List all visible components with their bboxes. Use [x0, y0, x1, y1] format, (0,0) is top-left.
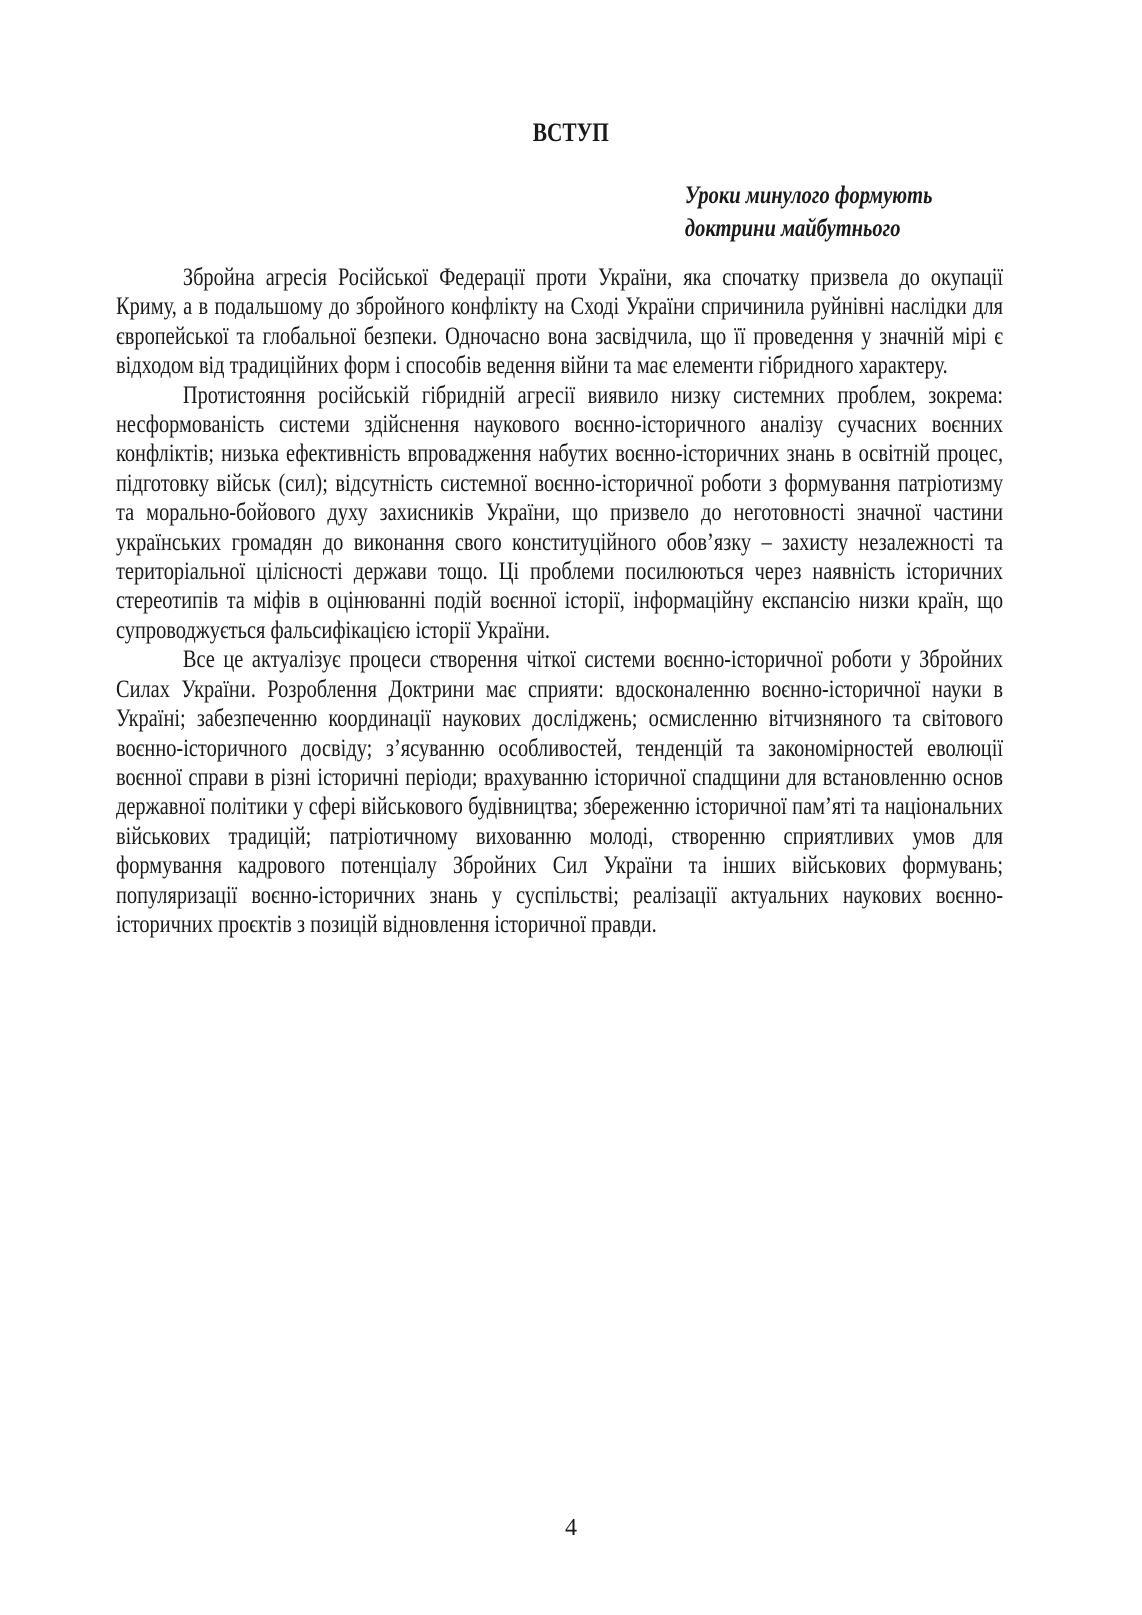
epigraph	[680, 179, 932, 245]
epigraph-line-1: Уроки минулого формують	[684, 182, 933, 209]
page-number: 4	[565, 1515, 577, 1541]
paragraph-2: Протистояння російській гібридній агресії виявило низку системних проблем, зокрема: несформованість системи здійснення наукового воєнно-історичного аналізу сучасних воєнних конфліктів; низька ефективність впровадження набутих воєнно-історичних знань в освітній процес, підготовку військ (сил); відсутність системної воєнно-історичної роботи з формування патріотизму та морально-бойового духу захисників України, що призвело до неготовності значної частини українських громадян до виконання свого конституційного обов’язку – захисту незалежності та територіальної цілісності держави тощо. Ці проблеми посилюються через наявність історичних стереотипів та міфів в оцінюванні подій воєнної історії, інформаційну експансію низки країн, що супроводжується фальсифікацією історії України.	[116, 381, 1004, 644]
paragraph-3: Все це актуалізує процеси створення чіткої системи воєнно-історичної роботи у Збройних Силах України. Розроблення Доктрини має сприяти: вдосконаленню воєнно-історичної науки в Україні; забезпеченню координації наукових досліджень; осмисленню вітчизняного та світового воєнно-історичного досвіду; з’ясуванню особливостей, тенденцій та закономірностей еволюції воєнної справи в різні історичні періоди; врахуванню історичної спадщини для встановленню основ державної політики у сфері військового будівництва; збереженню історичної пам’яті та національних військових традицій; патріотичному вихованню молоді, створенню сприятливих умов для формування кадрового потенціалу Збройних Сил України та інших військових формувань; популяризації воєнно-історичних знань у суспільстві; реалізації актуальних наукових воєнно-історичних проєктів з позицій відновлення історичної правди.	[116, 646, 1004, 938]
page-title: ВСТУП	[532, 118, 609, 147]
epigraph-line-2: доктрини майбутнього	[684, 215, 901, 242]
paragraph-1: Збройна агресія Російської Федерації проти України, яка спочатку призвела до окупації Криму, а в подальшому до збройного конфлікту на Сході України спричинила руйнівні наслідки для європейської та глобальної безпеки. Одночасно вона засвідчила, що її проведення у значній мірі є відходом від традиційних форм і способів ведення війни та має елементи гібридного характеру.	[116, 264, 1004, 380]
body-text	[116, 263, 1003, 939]
